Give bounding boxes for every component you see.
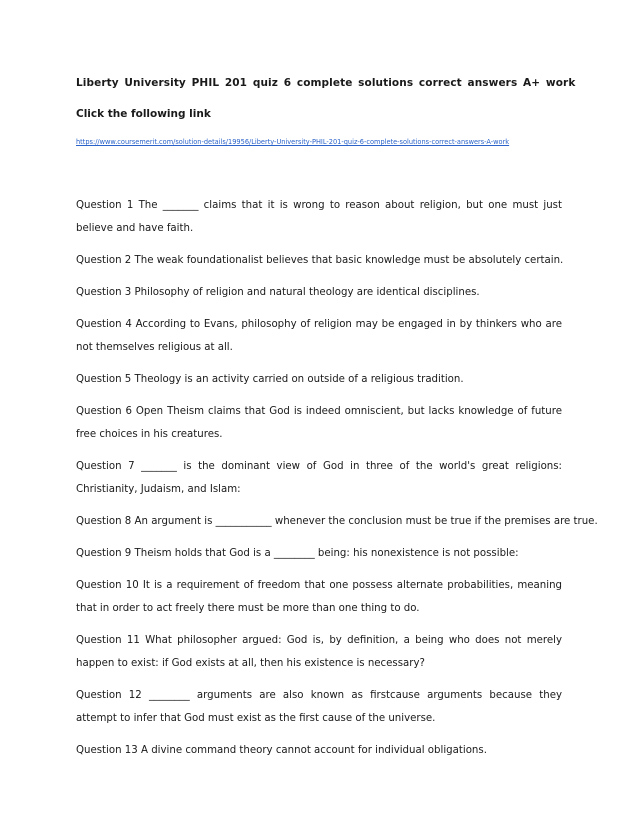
- question-8: Question 8 An argument is ___________ whenever the conclusion must be true if the premises are true.: [76, 516, 598, 527]
- question-3: Question 3 Philosophy of religion and natural theology are identical disciplines.: [76, 287, 480, 298]
- question-10: Question 10 It is a requirement of freedom that one possess alternate probabilities, meaning that in order to act freely there must be more than one thing to do.: [76, 580, 562, 614]
- question-list: [76, 194, 598, 771]
- question-12: Question 12 ________ arguments are also known as firstcause arguments because they attempt to infer that God must exist as the first cause of the universe.: [76, 690, 562, 724]
- question-5: Question 5 Theology is an activity carried on outside of a religious tradition.: [76, 374, 464, 385]
- question-1: Question 1 The _______ claims that it is wrong to reason about religion, but one must just believe and have faith.: [76, 200, 562, 234]
- question-4: Question 4 According to Evans, philosophy of religion may be engaged in by thinkers who are not themselves religious at all.: [76, 319, 562, 353]
- question-7: Question 7 _______ is the dominant view of God in three of the world's great religions: Christianity, Judaism, and Islam:: [76, 461, 562, 495]
- question-9: Question 9 Theism holds that God is a ________ being: his nonexistence is not possible:: [76, 548, 519, 559]
- link-prompt: Click the following link: [76, 108, 211, 120]
- question-13: Question 13 A divine command theory cannot account for individual obligations.: [76, 745, 487, 756]
- question-2: Question 2 The weak foundationalist believes that basic knowledge must be absolutely certain.: [76, 255, 564, 266]
- question-6: Question 6 Open Theism claims that God is indeed omniscient, but lacks knowledge of future free choices in his creatures.: [76, 406, 562, 440]
- solution-link[interactable]: https://www.coursemerit.com/solution-details/19956/Liberty-University-PHIL-201-quiz-6-complete-solutions-correct-answers-A-work: [76, 138, 510, 146]
- document-title: Liberty University PHIL 201 quiz 6 complete solutions correct answers A+ work: [76, 77, 576, 89]
- question-11: Question 11 What philosopher argued: God is, by definition, a being who does not merely happen to exist: if God exists at all, then his existence is necessary?: [76, 635, 562, 669]
